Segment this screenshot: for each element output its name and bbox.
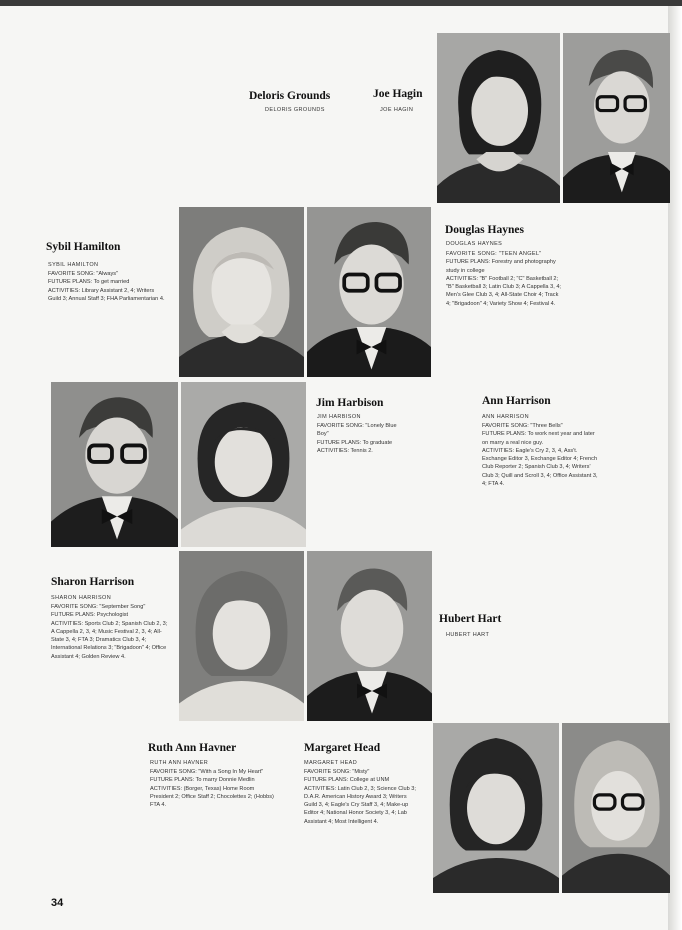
student-caption-deloris: DELORIS GROUNDS [265, 107, 325, 113]
portrait-photo-douglas [307, 207, 431, 377]
student-bio-jim [317, 422, 401, 455]
portrait-photo-sybil [179, 207, 304, 377]
bio-activities-ann: ACTIVITIES: Eagle's Cry 2, 3, 4, Ass't. Exchange Editor 3, Exchange Editor 4; French Club Reporter 2; Spanish Club 3, 4; Writers' Club 3; Quill and Scroll 3, 4; Office Assistant 3, 4; FTA 4. [482, 447, 598, 488]
student-bio-margaret [304, 768, 421, 826]
bio-plans-margaret: FUTURE PLANS: College at UNM [304, 777, 390, 784]
bio-song-sharon: FAVORITE SONG: "September Song" [51, 604, 146, 610]
bio-song-sybil: FAVORITE SONG: "Always" [48, 271, 119, 277]
bio-activities-ruth: ACTIVITIES: (Borger, Texas) Home Room President 2; Office Staff 2; Chocolettes 2; (Hobbs) FTA 4. [150, 785, 274, 809]
student-caption-hubert: HUBERT HART [446, 632, 490, 638]
student-caption-douglas: DOUGLAS HAYNES [446, 241, 503, 247]
student-caption-sybil: SYBIL HAMILTON [48, 262, 99, 268]
bio-plans-jim: FUTURE PLANS: To graduate [317, 439, 393, 446]
student-caption-joe: JOE HAGIN [380, 107, 414, 113]
bio-activities-jim: ACTIVITIES: Tennis 2. [317, 447, 373, 454]
portrait-photo-jim [51, 382, 178, 547]
bio-plans-sybil: FUTURE PLANS: To get married [48, 279, 130, 286]
student-name-ruth: Ruth Ann Havner [148, 742, 237, 754]
bio-song-ruth: FAVORITE SONG: "With a Song In My Heart" [150, 769, 264, 775]
student-name-deloris: Deloris Grounds [249, 90, 331, 102]
bio-activities-sybil: ACTIVITIES: Library Assistant 2, 4; Writers Guild 3; Annual Staff 3; FHA Parliamentarian 4. [48, 287, 165, 302]
bio-song-douglas: FAVORITE SONG: "TEEN ANGEL" [446, 251, 542, 257]
portrait-photo-joe [563, 33, 670, 203]
student-bio-douglas [446, 250, 563, 308]
student-bio-ann [482, 422, 599, 488]
bio-plans-douglas: FUTURE PLANS: Forestry and photography study in college [446, 259, 556, 274]
bio-song-jim: FAVORITE SONG: "Lonely Blue Boy" [317, 423, 397, 438]
student-name-margaret: Margaret Head [304, 742, 381, 754]
bio-song-margaret: FAVORITE SONG: "Misty" [304, 769, 370, 775]
page-edge [668, 0, 682, 930]
bio-plans-ann: FUTURE PLANS: To work next year and later on marry a real nice guy. [482, 431, 595, 446]
portrait-photo-margaret [562, 723, 670, 893]
bio-activities-sharon: ACTIVITIES: Sports Club 2; Spanish Club 2, 3; A Cappella 2, 3, 4; Music Festival 2, 3, 4; All-State 3, 4; FTA 3; Dramatics Club 3, 4; International Relations 3; "Brigadoon" 4; Office Assistant 4; Golden Review 4. [51, 620, 168, 660]
student-name-ann: Ann Harrison [482, 395, 551, 407]
bio-plans-ruth: FUTURE PLANS: To marry Donnie Medlin [150, 777, 255, 784]
student-bio-ruth [150, 768, 275, 809]
student-caption-ruth: RUTH ANN HAVNER [150, 760, 209, 766]
student-name-hubert: Hubert Hart [439, 613, 502, 625]
portrait-photo-ruth [433, 723, 559, 893]
portrait-photo-ann [181, 382, 306, 547]
portrait-photo-deloris [437, 33, 560, 203]
student-name-sybil: Sybil Hamilton [46, 241, 121, 253]
student-name-douglas: Douglas Haynes [445, 224, 524, 236]
student-name-joe: Joe Hagin [373, 88, 423, 100]
portrait-photo-hubert [307, 551, 432, 721]
bio-activities-douglas: ACTIVITIES: "B" Football 2; "C" Basketball 2; "B" Basketball 3; Latin Club 3; A Cappella 3, 4; Men's Glee Club 3, 4; All-State Choir 4; Track 4; "Brigadoon" 4; Variety Show 4; Festival 4. [446, 275, 561, 307]
bio-song-ann: FAVORITE SONG: "Three Bells" [482, 423, 563, 429]
student-name-sharon: Sharon Harrison [51, 576, 135, 588]
student-caption-margaret: MARGARET HEAD [304, 760, 358, 766]
student-caption-ann: ANN HARRISON [482, 414, 529, 420]
student-caption-jim: JIM HARBISON [317, 414, 361, 420]
bio-activities-margaret: ACTIVITIES: Latin Club 2, 3; Science Club 3; D.A.R. American History Award 3; Writers Guild 3, 4; Eagle's Cry Staff 3, 4; Make-up Editor 4; National Honor Society 3, 4; Lab Assistant 4; Most Intelligent 4. [304, 785, 416, 825]
student-caption-sharon: SHARON HARRISON [51, 595, 112, 601]
page-number: 34 [51, 897, 64, 909]
portrait-photo-sharon [179, 551, 304, 721]
bio-plans-sharon: FUTURE PLANS: Psychologist [51, 612, 129, 619]
student-name-jim: Jim Harbison [316, 397, 384, 409]
student-bio-sharon [51, 603, 168, 661]
student-bio-sybil [48, 270, 166, 303]
page-top-edge [0, 0, 682, 6]
